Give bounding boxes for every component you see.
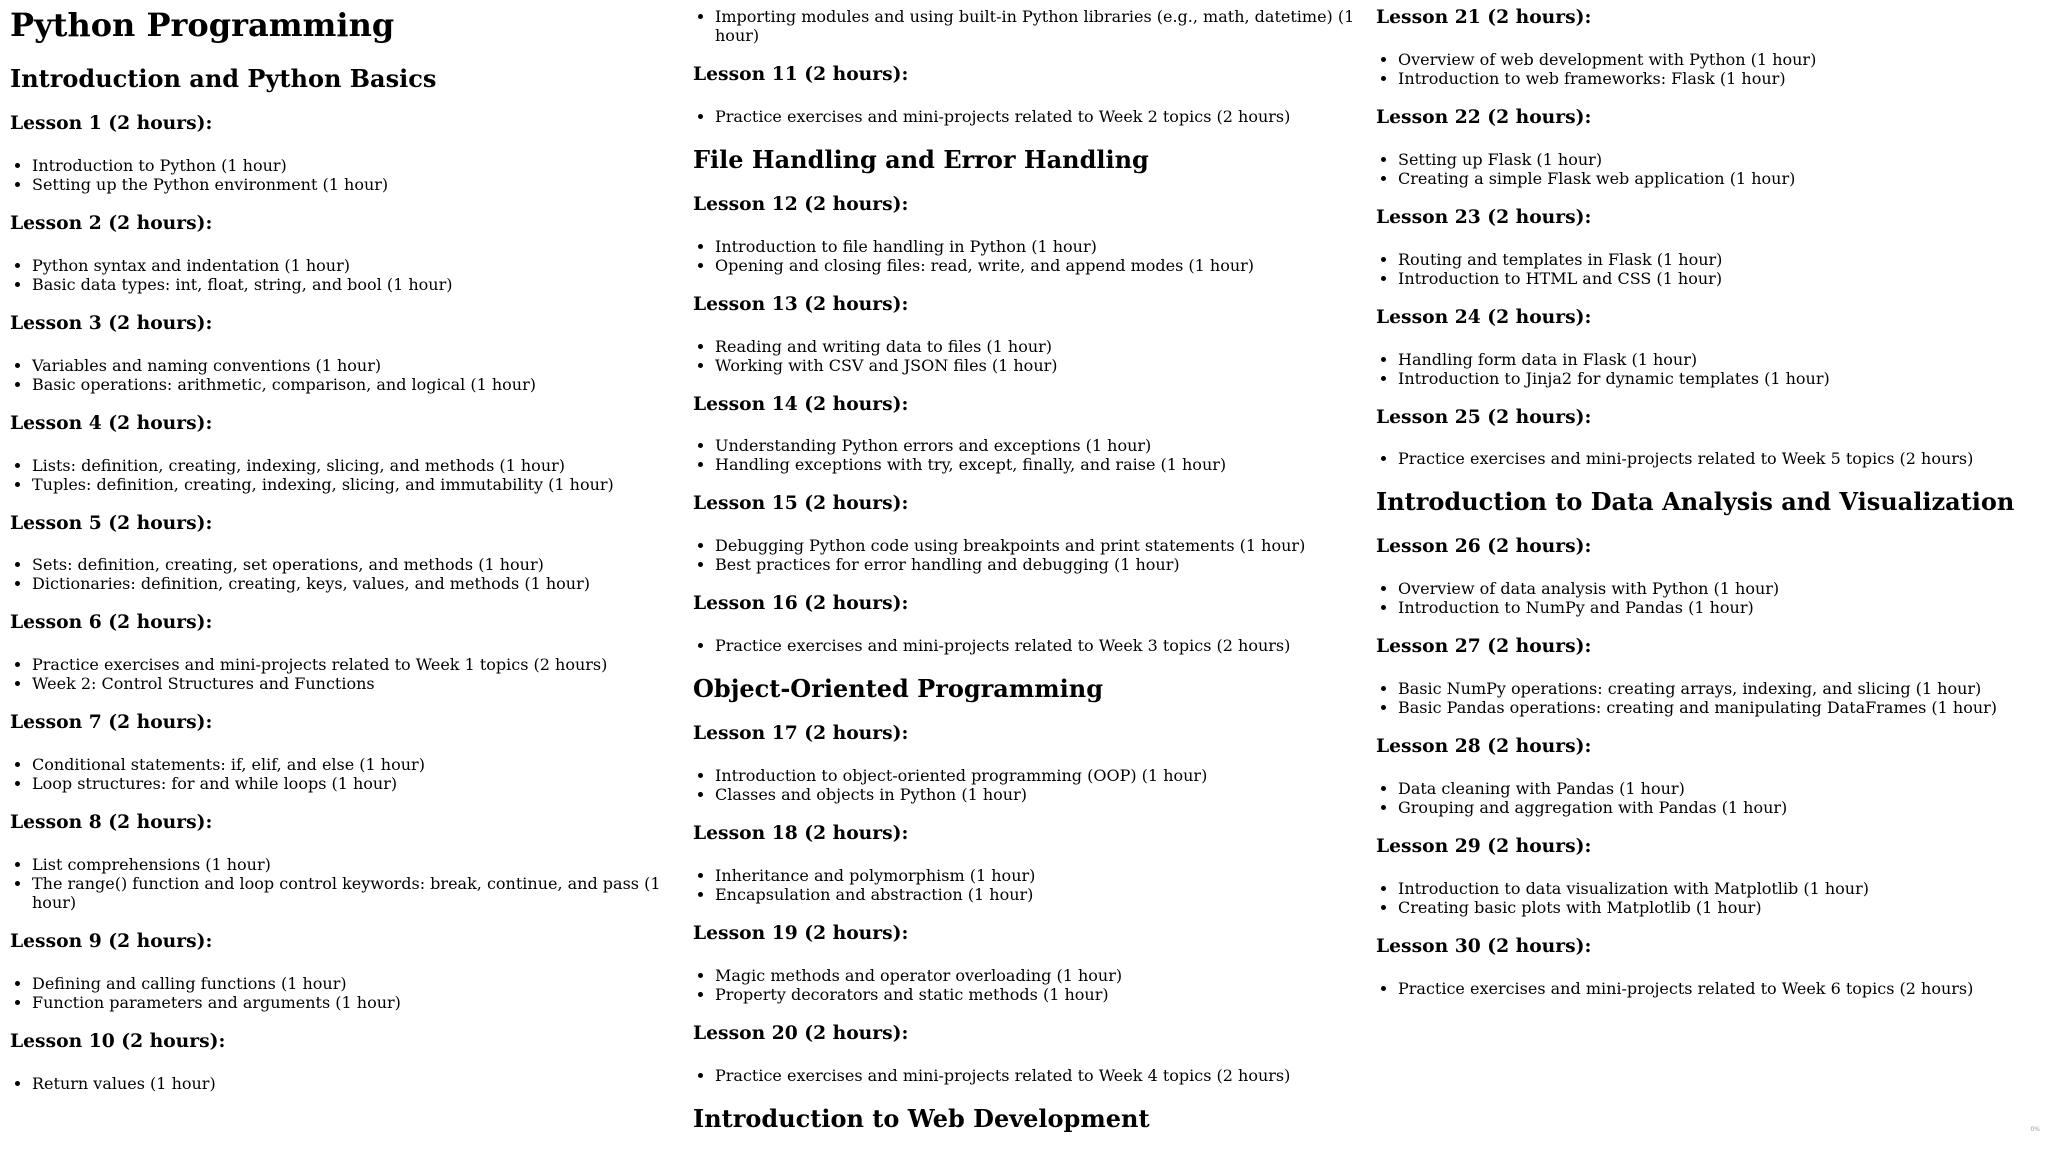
lesson-heading: Lesson 2 (2 hours):	[10, 211, 213, 234]
lesson-topic: • Reading and writing data to files (1 hour)	[715, 337, 1355, 356]
lesson-topic: • Data cleaning with Pandas (1 hour)	[1398, 779, 2038, 798]
lesson-heading: Lesson 4 (2 hours):	[10, 411, 213, 434]
lesson-topic: • Setting up the Python environment (1 hour)	[32, 175, 672, 194]
lesson-heading: Lesson 17 (2 hours):	[693, 722, 909, 744]
lesson-heading: Lesson 11 (2 hours):	[693, 63, 909, 85]
lesson-topic-list	[10, 456, 672, 494]
lesson-topic-list	[10, 974, 672, 1012]
lesson-topic: • Practice exercises and mini-projects related to Week 2 topics (2 hours)	[715, 107, 1355, 126]
lesson-topic: • Importing modules and using built-in Python libraries (e.g., math, datetime) (1 hour)	[715, 7, 1355, 45]
lesson-topic: • Practice exercises and mini-projects related to Week 3 topics (2 hours)	[715, 636, 1355, 655]
lesson-topic: • Opening and closing files: read, write, and append modes (1 hour)	[715, 256, 1355, 275]
lesson-topic: • Basic data types: int, float, string, and bool (1 hour)	[32, 275, 672, 294]
lesson-topic: • Handling form data in Flask (1 hour)	[1398, 350, 2038, 369]
lesson-heading: Lesson 28 (2 hours):	[1376, 735, 1592, 758]
lesson-topic-list	[693, 866, 1355, 904]
lesson-topic-list	[693, 766, 1355, 804]
lesson-topic: • The range() function and loop control keywords: break, continue, and pass (1 hour)	[32, 874, 672, 912]
lesson-heading: Lesson 19 (2 hours):	[693, 921, 909, 944]
lesson-topic: • Property decorators and static methods (1 hour)	[715, 985, 1355, 1004]
lesson-topic: • Sets: definition, creating, set operations, and methods (1 hour)	[32, 555, 672, 574]
lesson-topic: • Practice exercises and mini-projects related to Week 1 topics (2 hours)	[32, 655, 672, 674]
lesson-topic: • Conditional statements: if, elif, and else (1 hour)	[32, 755, 672, 774]
lesson-topic: • Dictionaries: definition, creating, keys, values, and methods (1 hour)	[32, 574, 672, 593]
lesson-topic: • Practice exercises and mini-projects related to Week 5 topics (2 hours)	[1398, 449, 2038, 468]
lesson-heading: Lesson 1 (2 hours):	[10, 111, 213, 134]
lesson-topic: • Tuples: definition, creating, indexing, slicing, and immutability (1 hour)	[32, 475, 672, 494]
lesson-topic: • Defining and calling functions (1 hour)	[32, 974, 672, 993]
lesson-topic-list	[1376, 579, 2038, 617]
lesson-heading: Lesson 22 (2 hours):	[1376, 105, 1592, 128]
lesson-topic: • Debugging Python code using breakpoints and print statements (1 hour)	[715, 536, 1355, 555]
lesson-topic: • List comprehensions (1 hour)	[32, 855, 672, 874]
lesson-heading: Lesson 18 (2 hours):	[693, 821, 909, 844]
lesson-topic: • Return values (1 hour)	[32, 1074, 672, 1093]
section-heading: Introduction to Data Analysis and Visualization	[1376, 487, 2015, 517]
lesson-topic: • Magic methods and operator overloading (1 hour)	[715, 966, 1355, 985]
lesson-heading: Lesson 30 (2 hours):	[1376, 934, 1592, 957]
lesson-topic-list	[1376, 979, 2038, 998]
lesson-heading: Lesson 7 (2 hours):	[10, 711, 213, 734]
lesson-topic: • Setting up Flask (1 hour)	[1398, 150, 2038, 169]
lesson-heading: Lesson 15 (2 hours):	[693, 492, 909, 515]
lesson-heading: Lesson 5 (2 hours):	[10, 511, 213, 534]
section-heading: Introduction to Web Development	[693, 1103, 1150, 1133]
lesson-heading: Lesson 3 (2 hours):	[10, 311, 213, 334]
lesson-topic: • Lists: definition, creating, indexing, slicing, and methods (1 hour)	[32, 456, 672, 475]
lesson-topic: • Introduction to Python (1 hour)	[32, 156, 672, 175]
lesson-heading: Lesson 26 (2 hours):	[1376, 535, 1592, 558]
lesson-topic: • Grouping and aggregation with Pandas (1 hour)	[1398, 798, 2038, 817]
lesson-topic: • Introduction to Jinja2 for dynamic templates (1 hour)	[1398, 369, 2038, 388]
lesson-topic-list	[693, 337, 1355, 375]
lesson-topic: • Routing and templates in Flask (1 hour)	[1398, 250, 2038, 269]
lesson-heading: Lesson 16 (2 hours):	[693, 592, 909, 615]
lesson-topic-list	[1376, 879, 2038, 917]
lesson-topic: • Encapsulation and abstraction (1 hour)	[715, 885, 1355, 904]
lesson-topic-list	[1376, 250, 2038, 288]
lesson-topic: • Loop structures: for and while loops (1 hour)	[32, 774, 672, 793]
lesson-topic-list	[1376, 449, 2038, 468]
lesson-topic: • Introduction to web frameworks: Flask (1 hour)	[1398, 69, 2038, 88]
lesson-topic-list	[10, 256, 672, 294]
lesson-topic: • Introduction to data visualization with Matplotlib (1 hour)	[1398, 879, 2038, 898]
lesson-heading: Lesson 24 (2 hours):	[1376, 305, 1592, 328]
lesson-topic-list	[1376, 350, 2038, 388]
lesson-topic: • Best practices for error handling and debugging (1 hour)	[715, 555, 1355, 574]
lesson-topic: • Introduction to HTML and CSS (1 hour)	[1398, 269, 2038, 288]
lesson-heading: Lesson 29 (2 hours):	[1376, 834, 1592, 857]
lesson-topic: • Classes and objects in Python (1 hour)	[715, 785, 1355, 804]
lesson-topic: • Overview of data analysis with Python (1 hour)	[1398, 579, 2038, 598]
lesson-topic: • Basic Pandas operations: creating and manipulating DataFrames (1 hour)	[1398, 698, 2038, 717]
lesson-topic: • Working with CSV and JSON files (1 hour)	[715, 356, 1355, 375]
lesson-topic-list	[10, 755, 672, 793]
lesson-topic-list	[1376, 779, 2038, 817]
lesson-heading: Lesson 8 (2 hours):	[10, 811, 213, 834]
lesson-topic-list	[10, 855, 672, 912]
lesson-topic-list	[693, 436, 1355, 474]
lesson-heading: Lesson 10 (2 hours):	[10, 1029, 226, 1052]
lesson-topic: • Basic operations: arithmetic, comparison, and logical (1 hour)	[32, 375, 672, 394]
lesson-topic: • Practice exercises and mini-projects related to Week 4 topics (2 hours)	[715, 1066, 1355, 1085]
lesson-heading: Lesson 20 (2 hours):	[693, 1021, 909, 1044]
lesson-heading: Lesson 9 (2 hours):	[10, 930, 213, 953]
lesson-topic-list	[693, 636, 1355, 655]
lesson-topic-list	[10, 356, 672, 394]
section-heading: Object-Oriented Programming	[693, 674, 1103, 704]
lesson-topic: • Basic NumPy operations: creating arrays, indexing, and slicing (1 hour)	[1398, 679, 2038, 698]
lesson-topic-list	[693, 966, 1355, 1004]
lesson-heading: Lesson 13 (2 hours):	[693, 292, 909, 315]
page-title: Python Programming	[10, 6, 395, 44]
lesson-heading: Lesson 27 (2 hours):	[1376, 635, 1592, 658]
lesson-topic-list	[10, 156, 672, 194]
section-heading: File Handling and Error Handling	[693, 144, 1149, 174]
lesson-topic: • Variables and naming conventions (1 hour)	[32, 356, 672, 375]
lesson-topic: • Introduction to NumPy and Pandas (1 hour)	[1398, 598, 2038, 617]
lesson-topic: • Handling exceptions with try, except, finally, and raise (1 hour)	[715, 455, 1355, 474]
zoom-level-indicator: 0%	[2030, 1126, 2040, 1133]
lesson-heading: Lesson 21 (2 hours):	[1376, 6, 1592, 28]
lesson-topic-list	[1376, 679, 2038, 717]
lesson-topic-list	[1376, 150, 2038, 188]
lesson-topic: • Practice exercises and mini-projects related to Week 6 topics (2 hours)	[1398, 979, 2038, 998]
lesson-heading: Lesson 25 (2 hours):	[1376, 405, 1592, 428]
lesson-topic: • Creating basic plots with Matplotlib (1 hour)	[1398, 898, 2038, 917]
lesson-topic: • Introduction to file handling in Python (1 hour)	[715, 237, 1355, 256]
lesson-heading: Lesson 6 (2 hours):	[10, 611, 213, 634]
lesson-topic-list	[10, 655, 672, 693]
lesson-topic: • Python syntax and indentation (1 hour)	[32, 256, 672, 275]
lesson-topic: • Week 2: Control Structures and Functions	[32, 674, 672, 693]
document-column-1	[10, 7, 672, 1109]
lesson-topic: • Function parameters and arguments (1 hour)	[32, 993, 672, 1012]
lesson-topic-list	[10, 555, 672, 593]
lesson-topic-list	[693, 1066, 1355, 1085]
lesson-heading: Lesson 12 (2 hours):	[693, 192, 909, 215]
lesson-topic-list	[693, 237, 1355, 275]
document-column-3	[1376, 7, 2038, 1014]
lesson-topic-list	[10, 1074, 672, 1093]
lesson-topic-list	[1376, 50, 2038, 88]
lesson-heading: Lesson 23 (2 hours):	[1376, 205, 1592, 228]
lesson-topic: • Creating a simple Flask web application (1 hour)	[1398, 169, 2038, 188]
lesson-topic: • Introduction to object-oriented programming (OOP) (1 hour)	[715, 766, 1355, 785]
lesson-topic-list	[693, 7, 1355, 45]
document-column-2	[693, 7, 1355, 1152]
lesson-topic: • Understanding Python errors and exceptions (1 hour)	[715, 436, 1355, 455]
lesson-topic-list	[693, 536, 1355, 574]
lesson-topic: • Overview of web development with Python (1 hour)	[1398, 50, 2038, 69]
lesson-heading: Lesson 14 (2 hours):	[693, 392, 909, 415]
section-heading: Introduction and Python Basics	[10, 64, 437, 94]
lesson-topic-list	[693, 107, 1355, 126]
lesson-topic: • Inheritance and polymorphism (1 hour)	[715, 866, 1355, 885]
